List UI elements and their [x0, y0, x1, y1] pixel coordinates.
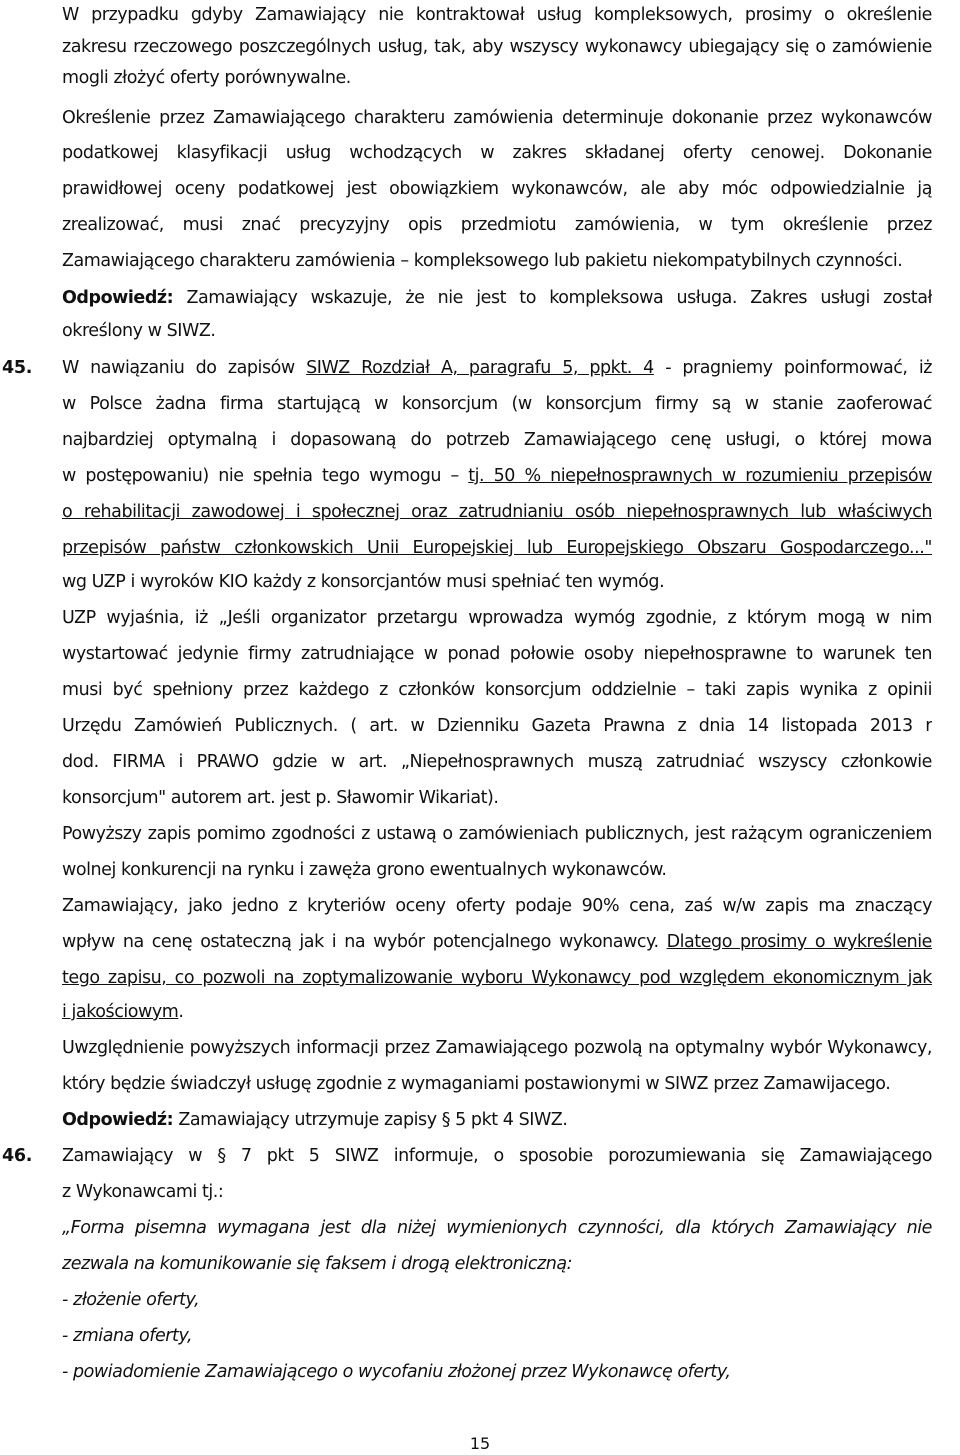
underlined-request: Dlatego prosimy o wykreślenie: [666, 932, 932, 952]
underlined-request: i jakościowym: [62, 1002, 179, 1022]
paragraph-line: Określenie przez Zamawiającego charakteru zamówienia determinuje dokonanie przez wykonawców: [62, 108, 932, 128]
underlined-line: o rehabilitacji zawodowej i społecznej oraz zatrudnianiu osób niepełnosprawnych lub właściwych: [62, 502, 932, 522]
item-number: 45.: [2, 358, 33, 378]
paragraph-line: Zamawiający, jako jedno z kryteriów oceny oferty podaje 90% cena, zaś w/w zapis ma znaczący: [62, 896, 932, 916]
paragraph-line: który będzie świadczył usługę zgodnie z wymaganiami postawionymi w SIWZ przez Zamawijacego.: [62, 1074, 891, 1094]
paragraph-line: najbardziej optymalną i dopasowaną do potrzeb Zamawiającego cenę usługi, o której mowa: [62, 430, 932, 450]
underlined-reference: tj. 50 % niepełnosprawnych w rozumieniu przepisów: [468, 466, 932, 486]
paragraph-line: wg UZP i wyroków KIO każdy z konsorcjantów musi spełniać ten wymóg.: [62, 572, 665, 592]
answer-line: [62, 287, 932, 309]
underlined-reference: SIWZ Rozdział A, paragrafu 5, ppkt. 4: [306, 358, 654, 378]
list-item: - zmiana oferty,: [62, 1326, 193, 1346]
paragraph-line: w Polsce żadna firma startującą w konsorcjum (w konsorcjum firmy są w stanie zaoferować: [62, 394, 932, 414]
paragraph-line: Powyższy zapis pomimo zgodności z ustawą o zamówieniach publicznych, jest rażącym ograniczeniem: [62, 824, 932, 844]
item-number: 46.: [2, 1146, 33, 1166]
text-span: wpływ na cenę ostateczną jak i na wybór potencjalnego wykonawcy.: [62, 932, 667, 952]
underlined-line: przepisów państw członkowskich Unii Europejskiej lub Europejskiego Obszaru Gospodarczego...": [62, 538, 932, 558]
answer-label: Odpowiedź:: [62, 288, 174, 308]
text-span: w postępowaniu) nie spełnia tego wymogu –: [62, 466, 469, 486]
list-item: - powiadomienie Zamawiającego o wycofaniu złożonej przez Wykonawcę oferty,: [62, 1362, 731, 1382]
paragraph-line: [62, 465, 932, 487]
quoted-line: „Forma pisemna wymagana jest dla niżej wymienionych czynności, dla których Zamawiający nie: [62, 1218, 932, 1238]
paragraph-line: wolnej konkurencji na rynku i zawęża grono ewentualnych wykonawców.: [62, 860, 667, 880]
paragraph-line: [62, 1001, 932, 1023]
list-item: - złożenie oferty,: [62, 1290, 200, 1310]
answer-text: Zamawiający utrzymuje zapisy § 5 pkt 4 SIWZ.: [173, 1110, 568, 1130]
paragraph-line: zakresu rzeczowego poszczególnych usług, tak, aby wszyscy wykonawcy ubiegający się o zamówienie: [62, 37, 932, 57]
answer-line: [62, 1109, 932, 1131]
paragraph-line: [62, 931, 932, 953]
page-number: 15: [469, 1434, 491, 1453]
paragraph-line: musi być spełniony przez każdego z członków konsorcjum oddzielnie – taki zapis wynika z opinii: [62, 680, 932, 700]
quoted-line: zezwala na komunikowanie się faksem i drogą elektroniczną:: [62, 1254, 573, 1274]
paragraph-line: podatkowej klasyfikacji usług wchodzących w zakres składanej oferty cenowej. Dokonanie: [62, 143, 932, 163]
text-span: W nawiązaniu do zapisów: [62, 358, 307, 378]
paragraph-line: z Wykonawcami tj.:: [62, 1182, 224, 1202]
paragraph-line: wystartować jedynie firmy zatrudniające w ponad połowie osoby niepełnosprawne to warunek ten: [62, 644, 932, 664]
text-span: - pragniemy poinformować, iż: [653, 358, 932, 378]
answer-line: określony w SIWZ.: [62, 321, 216, 341]
answer-label: Odpowiedź:: [62, 1110, 174, 1130]
paragraph-line: dod. FIRMA i PRAWO gdzie w art. „Niepełnosprawnych muszą zatrudniać wszyscy członkowie: [62, 752, 932, 772]
paragraph-line: Uwzględnienie powyższych informacji przez Zamawiającego pozwolą na optymalny wybór Wykonawcy,: [62, 1038, 932, 1058]
paragraph-line: Urzędu Zamówień Publicznych. ( art. w Dzienniku Gazeta Prawna z dnia 14 listopada 2013 r: [62, 716, 932, 736]
paragraph-line: konsorcjum" autorem art. jest p. Sławomir Wikariat).: [62, 788, 499, 808]
paragraph-line: zrealizować, musi znać precyzyjny opis przedmiotu zamówienia, w tym określenie przez: [62, 215, 932, 235]
paragraph-line: W przypadku gdyby Zamawiający nie kontraktował usług kompleksowych, prosimy o określenie: [62, 5, 932, 25]
paragraph-line: UZP wyjaśnia, iż „Jeśli organizator przetargu wprowadza wymóg zgodnie, z którym mogą w nim: [62, 608, 932, 628]
underlined-line: tego zapisu, co pozwoli na zoptymalizowanie wyboru Wykonawcy pod względem ekonomicznym jak: [62, 968, 932, 988]
answer-text: Zamawiający wskazuje, że nie jest to kompleksowa usługa. Zakres usługi został: [173, 288, 932, 308]
paragraph-line: prawidłowej oceny podatkowej jest obowiązkiem wykonawców, ale aby móc odpowiedzialnie ją: [62, 179, 932, 199]
paragraph-line: Zamawiający w § 7 pkt 5 SIWZ informuje, o sposobie porozumiewania się Zamawiającego: [62, 1146, 932, 1166]
paragraph-line: Zamawiającego charakteru zamówienia – kompleksowego lub pakietu niekompatybilnych czynności.: [62, 251, 903, 271]
paragraph-line: mogli złożyć oferty porównywalne.: [62, 68, 351, 88]
text-span: .: [178, 1002, 184, 1022]
paragraph-line: [62, 357, 932, 379]
